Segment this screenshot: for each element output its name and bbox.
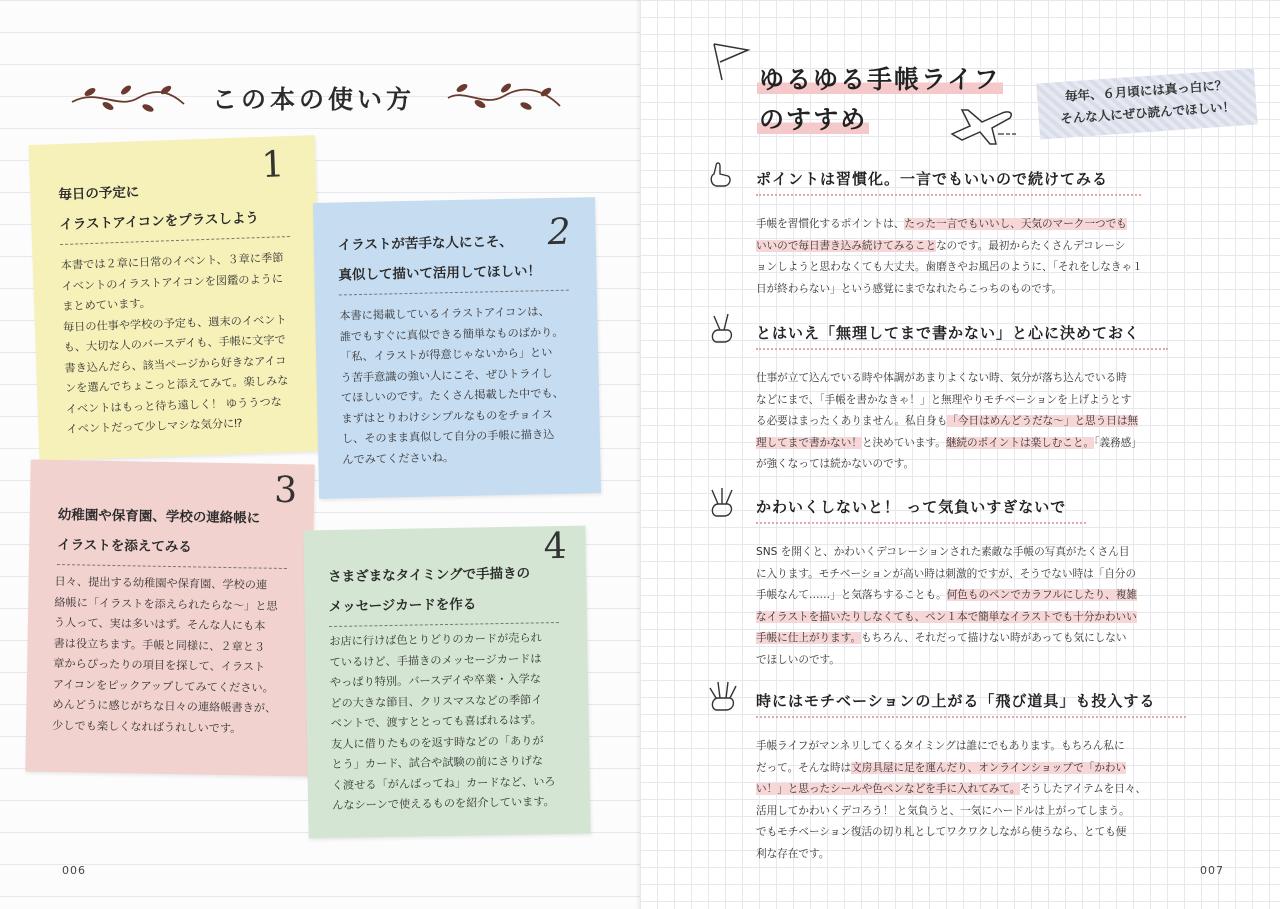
hand-one-icon bbox=[706, 158, 740, 188]
note-heading-line: 幼稚園や保育園、学校の連絡帳に bbox=[57, 507, 261, 527]
section-title-line-1 bbox=[757, 60, 1003, 96]
page-number: 006 bbox=[62, 864, 86, 877]
note-heading-line: イラストを添えてみる bbox=[57, 537, 192, 556]
text-run: 手帳なんて……」と気落ちすることも。 bbox=[756, 589, 947, 601]
vine-right-icon bbox=[444, 80, 564, 116]
body-line: どの大きな節目、クリスマスなどの季節イ bbox=[330, 692, 543, 710]
note-heading-line: 真似して描いて活用してほしい！ bbox=[338, 263, 542, 284]
text-run: なのです。最初からたくさんデコレーシ bbox=[936, 239, 1126, 252]
highlighted-text: い！」と思ったシールや色ペンなどを手に入れてみて。 bbox=[756, 783, 1021, 795]
tip-heading: とはいえ「無理してまで書かない」と心に決めておく bbox=[756, 324, 1141, 342]
text-run: 手帳を習慣化するポイントは、 bbox=[756, 218, 905, 230]
body-line: 章からぴったりの項目を探して、イラスト bbox=[53, 656, 266, 674]
body-line bbox=[756, 801, 1186, 823]
highlighted-text: 手帳に仕上がります。 bbox=[756, 632, 862, 644]
note-heading bbox=[58, 173, 260, 240]
body-line: し、そのまま真似して自分の手帳に描き込 bbox=[341, 427, 555, 446]
body-line: イベントはもっと待ち遠しく！ ゆううつな bbox=[65, 394, 283, 416]
text-run: だって。そんな時は bbox=[756, 761, 852, 774]
note-body bbox=[329, 628, 586, 817]
body-line: 毎日の仕事や学校の予定も、週末のイベント bbox=[62, 312, 287, 334]
flag-icon bbox=[708, 40, 756, 82]
body-line bbox=[756, 257, 1186, 279]
body-line bbox=[756, 758, 1186, 780]
body-line: 友人に借りたものを返す時などの「ありが bbox=[330, 733, 544, 751]
text-run: 手帳ライフがマンネリしてくるタイミングは誰にでもあります。もちろん私に bbox=[756, 740, 1125, 752]
tip-body bbox=[756, 214, 1186, 300]
text-run: る必要はまったくありません。私自身も bbox=[756, 415, 948, 427]
body-line bbox=[756, 822, 1186, 844]
body-line: お店に行けば色とりどりのカードが売られ bbox=[329, 631, 542, 649]
body-line: ンを選んでちょこっと添えてみて。楽しみな bbox=[64, 374, 289, 395]
text-run: でほしいのです。 bbox=[756, 653, 840, 666]
body-line bbox=[756, 433, 1186, 455]
tag-line: 毎年、６月頃には真っ白に？ bbox=[1064, 77, 1228, 104]
body-line: 「私、イラストが得意じゃないから」とい bbox=[340, 346, 553, 364]
tip-body bbox=[756, 736, 1186, 865]
body-line: イベントだって少しマシな気分に⁉ bbox=[66, 416, 243, 436]
body-line: てほしいのです。たくさん掲載した中でも、 bbox=[340, 386, 564, 405]
page-title: この本の使い方 bbox=[212, 85, 416, 114]
highlighted-text: なイラストを描いたりしなくても、ペン１本で簡単なイラストでも十分かわいい bbox=[756, 610, 1137, 623]
highlighted-text: 理してまで書かない！ bbox=[756, 436, 862, 449]
body-line bbox=[756, 390, 1186, 412]
highlighted-text: 何色ものペンでカラフルにしたり、複雑 bbox=[946, 589, 1137, 601]
highlighted-text: 文房具屋に足を運んだり、オンラインショップで「かわい bbox=[851, 761, 1127, 774]
body-line bbox=[756, 542, 1186, 564]
text-run: でもモチベーション復活の切り札としてワクワクしながら使うなら、とても便 bbox=[756, 826, 1127, 838]
text-run: が強くなっては続かないのです。 bbox=[756, 458, 915, 470]
body-line bbox=[756, 736, 1186, 758]
body-line: 書き込んだら、該当ページから好きなアイコ bbox=[64, 353, 287, 375]
section-title-line-2 bbox=[757, 100, 869, 136]
note-heading-line: 毎日の予定に bbox=[58, 184, 140, 204]
title-text: ゆるゆる手帳ライフ bbox=[759, 65, 1001, 94]
highlighted-text: たった一言でもいいし、天気のマーク一つでも bbox=[904, 218, 1127, 230]
body-line bbox=[756, 368, 1186, 390]
note-body bbox=[339, 301, 592, 470]
note-heading-line: イラストアイコンをプラスしよう bbox=[59, 210, 260, 234]
body-line: 誰でもすぐに真似できる簡単なものばかり。 bbox=[339, 325, 564, 343]
tip-underline bbox=[756, 716, 1186, 718]
text-run: 利な存在です。 bbox=[756, 847, 830, 860]
body-line: まとめています。 bbox=[62, 296, 152, 314]
airplane-icon bbox=[948, 104, 1020, 150]
body-line: イベントのイラストアイコンを図鑑のように bbox=[61, 271, 284, 293]
body-line: 書は役立ちます。手帳と同様に、２章と３ bbox=[53, 636, 266, 654]
body-line: も、大切な人のバースデイも、手帳に文字で bbox=[63, 333, 286, 354]
body-line: ベントで、渡すととっても喜ばれるはず。 bbox=[330, 713, 543, 731]
note-card-1 bbox=[29, 135, 326, 461]
body-line bbox=[756, 214, 1186, 236]
body-line bbox=[756, 628, 1186, 650]
body-line: やっぱり特別。バースデイや卒業・入学な bbox=[329, 672, 542, 690]
tip-heading: 時にはモチベーションの上がる「飛び道具」も投入する bbox=[756, 692, 1156, 710]
tip-underline bbox=[756, 522, 1086, 524]
body-line bbox=[756, 454, 1186, 476]
body-line: んなシーンで使えるものを紹介しています。 bbox=[332, 795, 555, 813]
note-card-2 bbox=[313, 197, 601, 499]
text-run: 仕事が立て込んでいる時や体調があまりよくない時、気分が落ち込んでいる時 bbox=[756, 372, 1127, 384]
body-line: 本書に掲載しているイラストアイコンは、 bbox=[339, 305, 550, 323]
note-body bbox=[60, 247, 318, 440]
body-line: 本書では２章に日常のイベント、３章に季節 bbox=[60, 251, 284, 273]
highlighted-text: 「今日はめんどうだな〜」と思う日は無 bbox=[947, 415, 1139, 427]
highlighted-text: いいので毎日書き込み続けてみること bbox=[756, 239, 937, 252]
tip-body bbox=[756, 542, 1186, 671]
tag-line: そんな人にぜひ読んでほしい！ bbox=[1059, 98, 1236, 127]
note-number: 4 bbox=[543, 525, 567, 568]
body-line: とう」カード、試合や試験の前にさりげな bbox=[331, 754, 544, 772]
text-run: もちろん、それだって描けない時があっても気にしない bbox=[861, 632, 1127, 644]
note-number: 2 bbox=[547, 211, 571, 254]
tip-body bbox=[756, 368, 1186, 476]
body-line: く渡せる「がんばってね」カードなど、いろ bbox=[331, 774, 556, 792]
divider bbox=[329, 622, 559, 627]
body-line: 少しでも楽しくなればうれしいです。 bbox=[52, 718, 242, 735]
tip-underline bbox=[756, 194, 1141, 196]
body-line bbox=[756, 236, 1186, 258]
note-body bbox=[52, 572, 311, 740]
text-run: に入ります。モチベーションが高い時は刺激的ですが、そうでない時は「自分の bbox=[756, 567, 1137, 580]
body-line: めんどうに感じがちな日々の連絡帳書きが、 bbox=[52, 697, 277, 715]
note-card-4 bbox=[303, 526, 590, 839]
note-heading-line: イラストが苦手な人にこそ、 bbox=[337, 233, 513, 254]
body-line bbox=[756, 564, 1186, 586]
divider bbox=[339, 290, 569, 296]
divider bbox=[57, 564, 287, 569]
body-line: う苦手意識の強い人にこそ、ぜひトライし bbox=[340, 366, 553, 384]
text-run: 「義務感」 bbox=[1094, 436, 1142, 449]
peace-hand-icon bbox=[706, 312, 740, 346]
note-heading-line: メッセージカードを作る bbox=[328, 596, 477, 616]
body-line: 日々、提出する幼稚園や保育園、学校の連 bbox=[54, 574, 268, 592]
note-number: 3 bbox=[273, 469, 298, 512]
four-fingers-icon bbox=[706, 680, 742, 714]
note-heading bbox=[338, 226, 542, 290]
note-card-3 bbox=[25, 460, 314, 777]
tip-underline bbox=[756, 348, 1168, 350]
body-line: 絡帳に「イラストを添えられたらな〜」と思 bbox=[54, 595, 278, 613]
body-line bbox=[756, 411, 1186, 433]
body-line: う人って、実は多いはず。そんな人にも本 bbox=[53, 615, 266, 633]
body-line bbox=[756, 779, 1186, 801]
body-line bbox=[756, 585, 1186, 607]
text-run: そうしたアイテムを日々、 bbox=[1020, 783, 1147, 795]
body-line: まずはとりわけシンプルなものをチョイス bbox=[341, 407, 553, 425]
note-number: 1 bbox=[260, 144, 286, 186]
highlighted-text: 継続のポイントは楽しむこと。 bbox=[945, 436, 1095, 449]
tip-heading: ポイントは習慣化。一言でもいいので続けてみる bbox=[756, 170, 1109, 188]
text-run: SNS を開くと、かわいくデコレーションされた素敵な手帳の写真がたくさん目 bbox=[756, 546, 1130, 558]
body-line bbox=[756, 279, 1186, 301]
body-line bbox=[756, 844, 1186, 866]
title-text: のすすめ bbox=[759, 105, 868, 134]
note-heading bbox=[328, 559, 531, 623]
tip-heading: かわいくしないと！ って気負いすぎないで bbox=[756, 498, 1067, 516]
text-run: 日が終わらない」という感覚にまでなれたらこっちのものです。 bbox=[756, 282, 1063, 295]
text-run: と決めています。 bbox=[861, 436, 946, 449]
note-heading-line: さまざまなタイミングで手描きの bbox=[328, 565, 531, 586]
text-run: ョンしようと思わなくても大丈夫。歯磨きやお風呂のように、「それをしなきゃ１ bbox=[756, 261, 1143, 273]
three-fingers-icon bbox=[706, 486, 740, 520]
body-line bbox=[756, 650, 1186, 672]
body-line: アイコンをピックアップしてみてください。 bbox=[52, 677, 274, 695]
text-run: 活用してかわいくデコろう！ と気負うと、一気にハードルは上がってしまう。 bbox=[756, 804, 1130, 817]
text-run: などにまで、「手帳を書かなきゃ！」と無理やりモチベーションを上げようとす bbox=[756, 393, 1132, 406]
body-line bbox=[756, 607, 1186, 629]
vine-left-icon bbox=[68, 80, 188, 116]
body-line: んでみてくださいね。 bbox=[342, 450, 455, 466]
body-line: ているけど、手描きのメッセージカードは bbox=[329, 651, 542, 669]
note-heading bbox=[57, 500, 261, 564]
page-number: 007 bbox=[1200, 864, 1224, 877]
